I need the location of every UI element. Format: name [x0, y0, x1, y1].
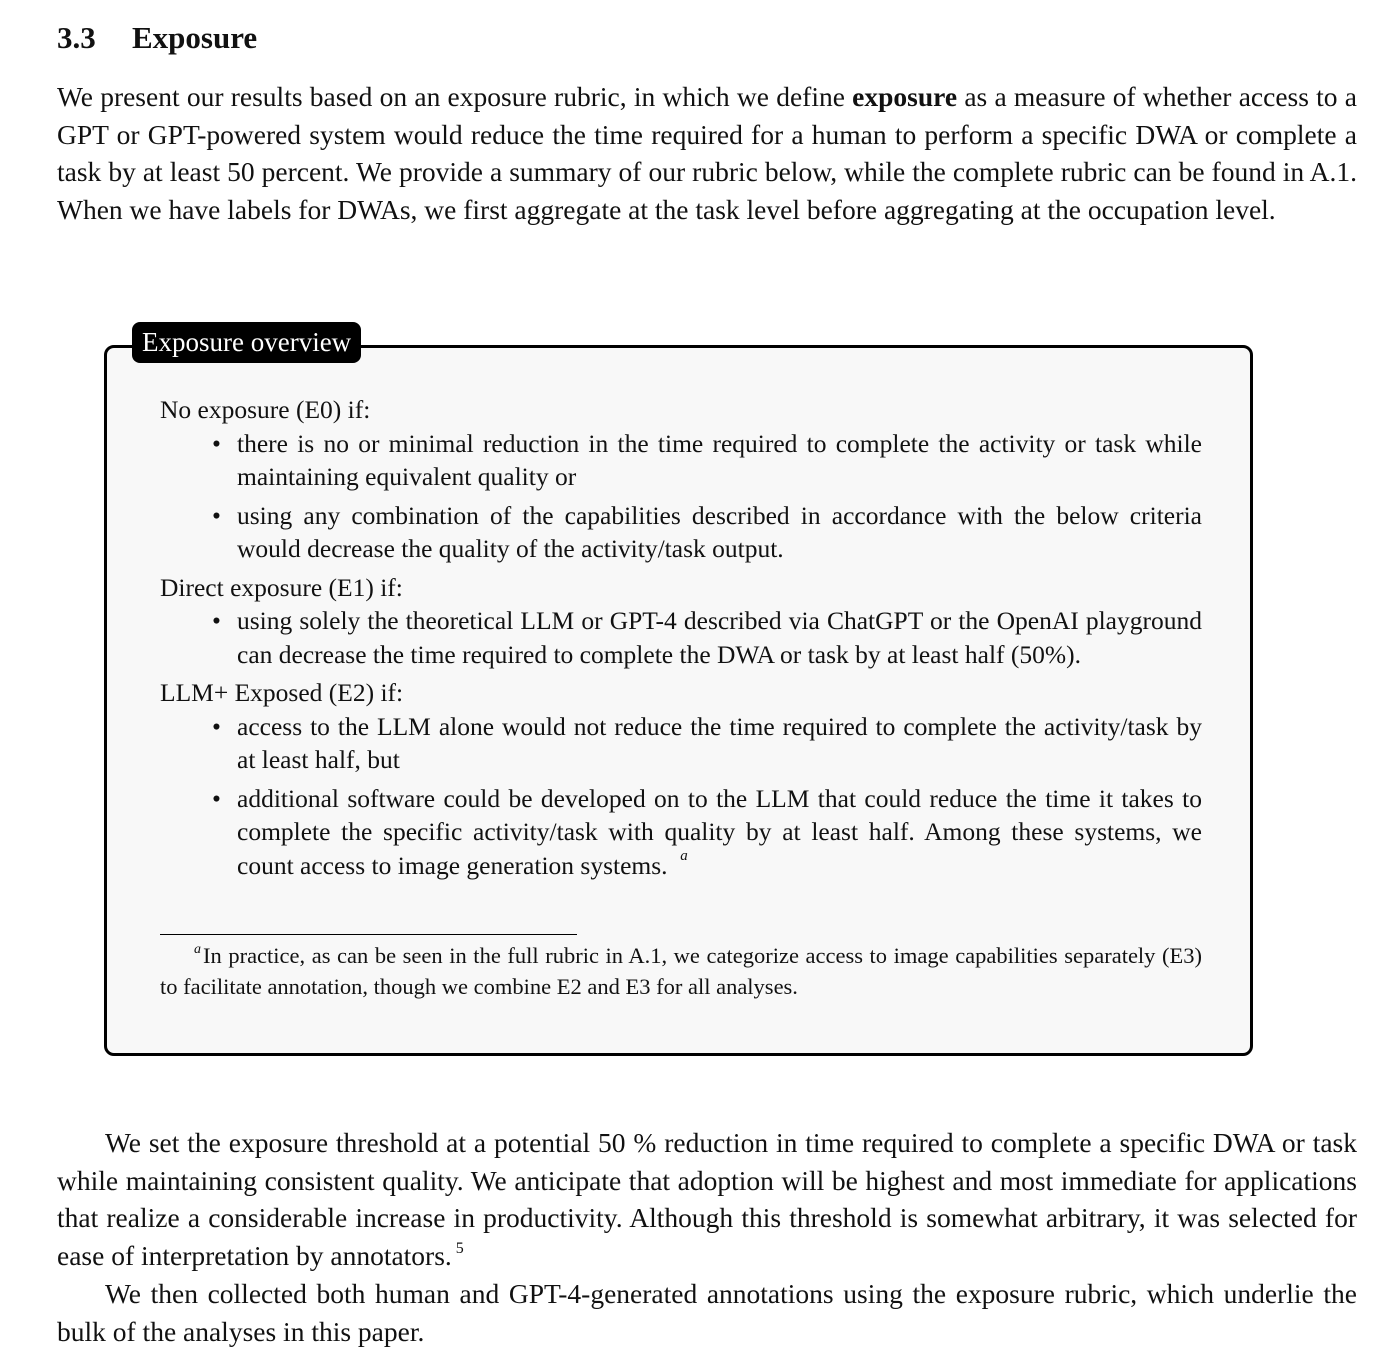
collected-paragraph: We then collected both human and GPT-4-generated annotations using the exposure rubric, which underlie the bulk of the analyses in this paper.: [57, 1278, 1357, 1347]
list-item: [212, 604, 1202, 671]
category-bullets-e1: [160, 604, 1202, 671]
category-bullets-e0: [160, 427, 1202, 566]
bullet-text: using any combination of the capabilities described in accordance with the below criteria would decrease the quality of the activity/task output.: [237, 500, 1202, 563]
footnote-divider: [160, 934, 577, 935]
box-footnote: [160, 940, 1202, 1002]
footnote-text: In practice, as can be seen in the full rubric in A.1, we categorize access to image capabilities separately (E3) to facilitate annotation, though we combine E2 and E3 for all analyses.: [160, 943, 1202, 999]
section-title: Exposure: [132, 20, 258, 55]
list-item: [212, 499, 1202, 566]
section-heading: [57, 14, 257, 62]
category-label-e0: No exposure (E0) if:: [160, 395, 371, 424]
intro-text-before: We present our results based on an exposure rubric, in which we define: [57, 81, 853, 112]
bullet-icon: •: [212, 711, 221, 741]
bullet-text: additional software could be developed on to the LLM that could reduce the time it takes to complete the specific activity/task with quality by at least half. Among these systems, we count access to image generation systems.: [237, 783, 1202, 880]
bullet-icon: •: [212, 428, 221, 458]
bullet-text: using solely the theoretical LLM or GPT-4 described via ChatGPT or the OpenAI playground can decrease the time required to complete the DWA or task by at least half (50%).: [237, 606, 1202, 669]
intro-paragraph: [57, 78, 1357, 228]
bullet-icon: •: [212, 606, 221, 635]
footnote-marker: a: [194, 942, 201, 957]
bullet-text: access to the LLM alone would not reduce the time required to complete the activity/task by at least half, but: [237, 711, 1202, 774]
intro-text-after: as a measure of whether access to a GPT or GPT-powered system would reduce the time required for a human to perform a specific DWA or complete a task by at least 50 percent. We provide a summary of our rubric below, while the complete rubric can be found in A.1. When we have labels for DWAs, we first aggregate at the task level before aggregating at the occupation level.: [57, 81, 1358, 225]
threshold-text: We set the exposure threshold at a potential 50 % reduction in time required to complete a specific DWA or task while maintaining consistent quality. We anticipate that adoption will be highest and most immediate for applications that realize a considerable increase in productivity. Although this threshold is somewhat arbitrary, it was selected for ease of interpretation by annotators.: [57, 1127, 1357, 1271]
exposure-overview-title: Exposure overview: [132, 322, 361, 363]
category-bullets-e2: [160, 710, 1202, 883]
footnote-reference[interactable]: a: [680, 847, 688, 864]
bullet-icon: •: [212, 783, 221, 813]
exposure-overview-body: [160, 393, 1202, 887]
list-item: [212, 710, 1202, 777]
list-item: [212, 782, 1202, 883]
intro-bold-term: exposure: [852, 81, 958, 112]
category-label-e1: Direct exposure (E1) if:: [160, 572, 403, 602]
footnote-reference-5[interactable]: 5: [455, 1239, 464, 1257]
bullet-text: there is no or minimal reduction in the time required to complete the activity or task while maintaining equivalent quality or: [237, 428, 1202, 491]
bullet-icon: •: [212, 500, 221, 530]
section-number: 3.3: [57, 20, 96, 55]
threshold-paragraph: [57, 1124, 1357, 1274]
category-label-e2: LLM+ Exposed (E2) if:: [160, 678, 404, 707]
list-item: [212, 427, 1202, 494]
